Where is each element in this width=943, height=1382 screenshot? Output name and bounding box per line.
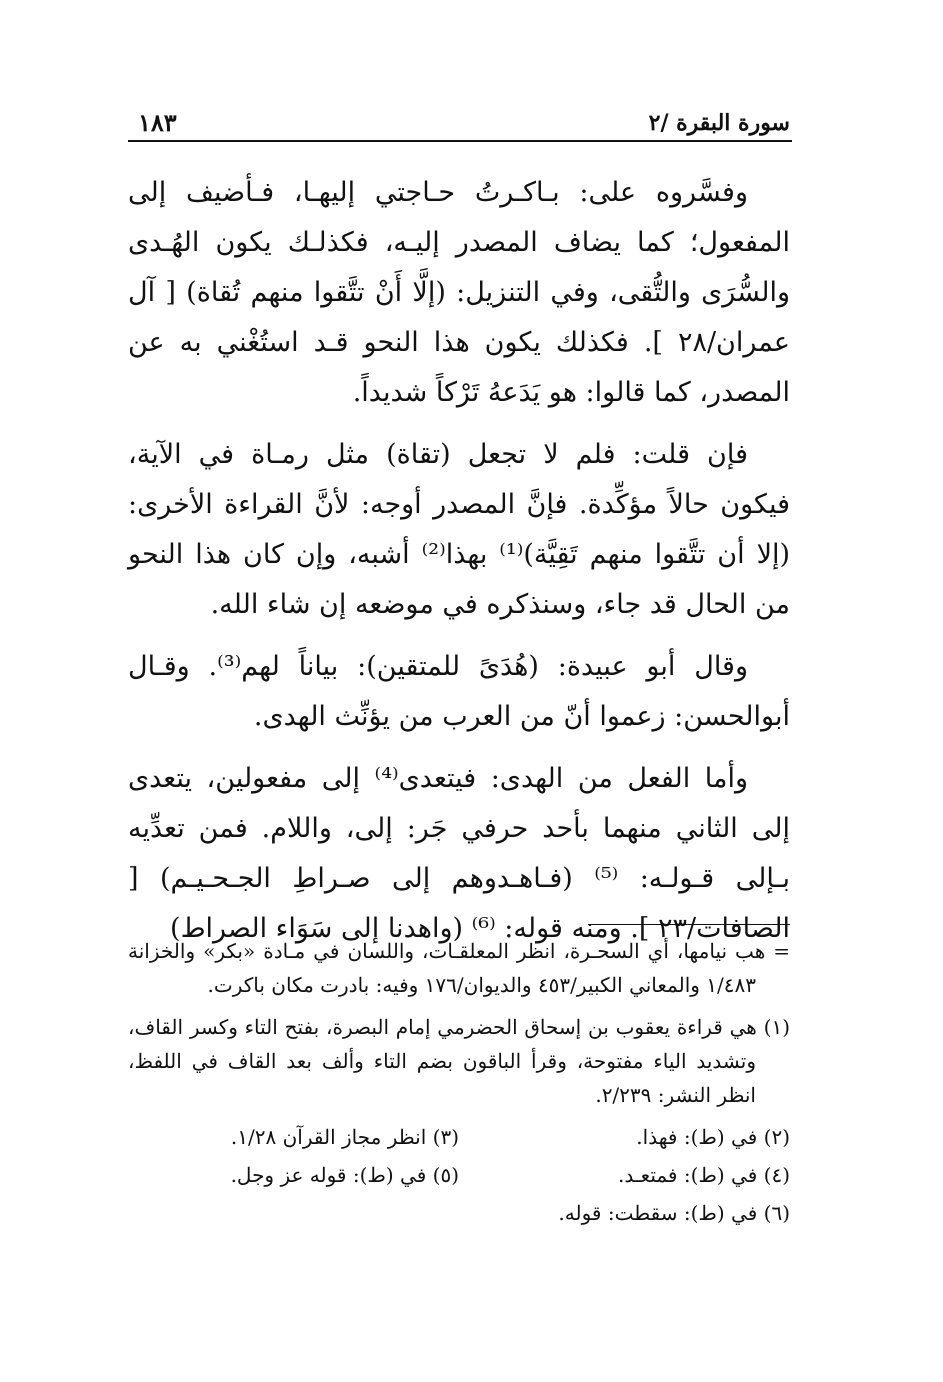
- footnote-5: (٥) في (ط): قوله عز وجل.: [230, 1163, 459, 1187]
- footnote-3: (٣) انظر مجاز القرآن ١/٢٨.: [230, 1125, 459, 1149]
- footnotes: [128, 934, 790, 1234]
- page-header: [128, 104, 792, 142]
- footnote-row: [128, 1120, 790, 1154]
- footnote-6: (٦) في (ط): سقطت: قوله.: [558, 1201, 790, 1225]
- paragraph: وأما الفعل من الهدى: فيتعدى⁽⁴⁾ إلى مفعولين، يتعدى إلى الثاني منهما بأحد حرفي جَر: إلى، واللام. فمن تعدِّيه بـإلى قـولـه: ⁽⁵⁾ (فـاهـدوهم إلى صـراطِ الجـحـيـم) [ الصافات/٢٣ ]. ومنه قوله: ⁽⁶⁾ (واهدنا إلى سَوَاء الصراط): [128, 763, 790, 944]
- footnote-4: (٤) في (ط): فمتعـد.: [617, 1163, 790, 1187]
- paragraph: وفسَّروه على: بـاكـرتُ حـاجتي إليهـا، فـأضيف إلى المفعول؛ كما يضاف المصدر إليـه، فكذلـك يكون الهُـدى والسُّرَى والتُّقى، وفي التنزيل: (إلَّا أَنْ تتَّقوا منهم تُقاة) [ آل عمران/٢٨ ]. فكذلك يكون هذا النحو قـد استُغْني به عن المصدر، كما قالوا: هو يَدَعهُ تَرْكاً شديداً.: [128, 177, 790, 408]
- footnote-continuation: = هب نيامها، أي السحـرة، انظر المعلقـات، واللسان في مـادة «بكر» والخزانة ١/٤٨٣ والمعاني الكبير/٤٥٣ والديوان/١٧٦ وفيه: بادرت مكان باكرت.: [128, 939, 790, 997]
- page-number: ١٨٣: [138, 108, 177, 137]
- paragraph: وقال أبو عبيدة: (هُدَىً للمتقين): بياناً لهم⁽³⁾. وقـال أبوالحسن: زعموا أنّ من العرب من يؤنِّث الهدى.: [128, 651, 790, 732]
- body-text: [128, 168, 790, 966]
- footnote-2: (٢) في (ط): فهذا.: [636, 1125, 790, 1149]
- running-title: سورة البقرة /٢: [648, 110, 790, 136]
- footnote-row: [128, 1196, 790, 1230]
- footnote-row: [128, 1158, 790, 1192]
- paragraph: فإن قلت: فلم لا تجعل (تقاة) مثل رمـاة في الآية، فيكون حالاً مؤكِّدة. فإنَّ المصدر أوجه: لأنَّ القراءة الأخرى: (إلا أن تتَّقوا منهم تَقِيَّة)⁽¹⁾ بهذا⁽²⁾ أشبه، وإن كان هذا النحو من الحال قد جاء، وسنذكره في موضعه إن شاء الله.: [128, 439, 791, 620]
- footnote-1: (١) هي قراءة يعقوب بن إسحاق الحضرمي إمام البصرة، بفتح التاء وكسر القاف، وتشديد الياء مفتوحة، وقرأ الباقون بضم التاء وألف بعد القاف في اللفظ، انظر النشر: ٢/٢٣٩.: [128, 1015, 790, 1107]
- footnote-divider: [588, 924, 790, 925]
